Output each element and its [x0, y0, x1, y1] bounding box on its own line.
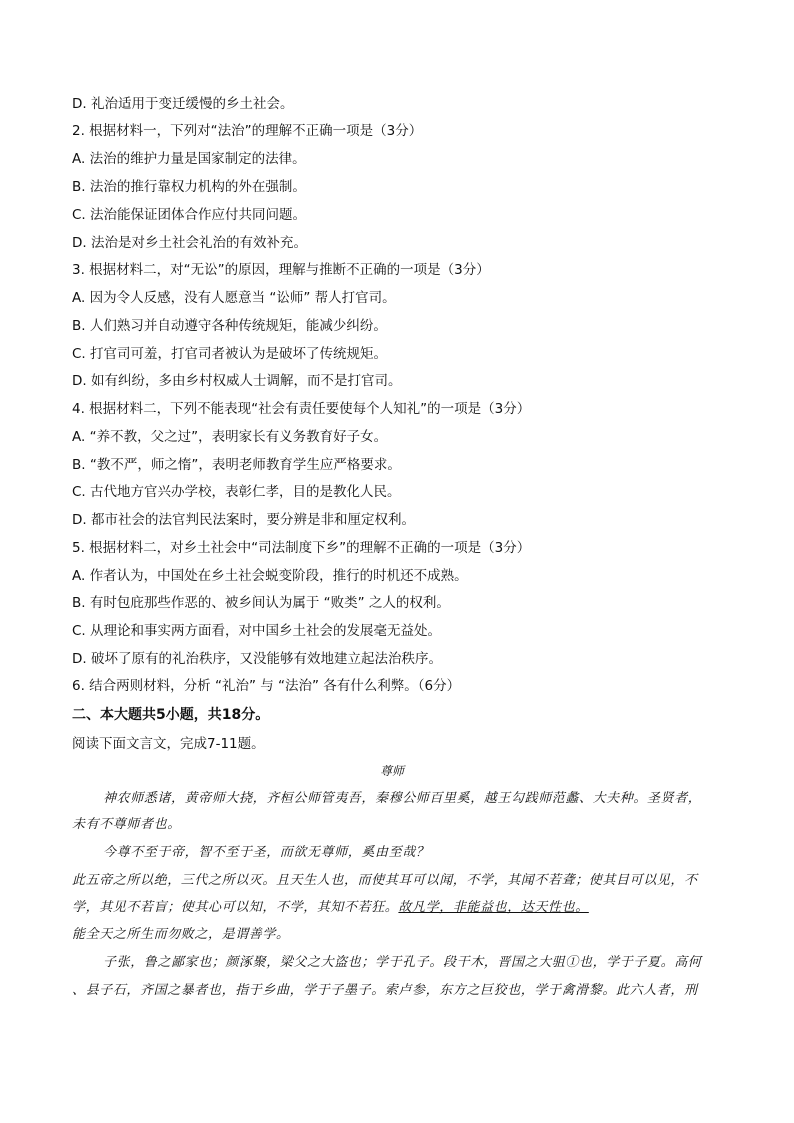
passage-title: 尊师	[380, 764, 405, 778]
option-4b: B. “教不严，师之惰”，表明老师教育学生应严格要求。	[72, 457, 401, 473]
option-5b: B. 有时包庇那些作恶的、被乡间认为属于 “败类” 之人的权利。	[72, 595, 450, 611]
passage-line	[72, 898, 589, 918]
passage-line: 今尊不至于帝，智不至于圣，而欲无尊师，奚由至哉？	[103, 845, 430, 860]
question-3: 3. 根据材料二，对“无讼”的原因，理解与推断不正确的一项是（3分）	[72, 262, 490, 278]
passage-line: 此五帝之所以绝，三代之所以灭。且天生人也，而使其耳可以闻，不学，其闻不若聋；使其目可以见，不	[72, 873, 698, 888]
question-6: 6. 结合两则材料，分析 “礼治” 与 “法治” 各有什么利弊。（6分）	[72, 678, 461, 694]
option-2b: B. 法治的推行靠权力机构的外在强制。	[72, 179, 306, 195]
passage-line: 能全天之所生而勿败之，是谓善学。	[72, 927, 290, 942]
option-3c: C. 打官司可羞，打官司者被认为是破坏了传统规矩。	[72, 346, 388, 362]
option-3b: B. 人们熟习并自动遵守各种传统规矩，能减少纠纷。	[72, 318, 387, 334]
reading-instruction: 阅读下面文言文，完成7-11题。	[72, 736, 265, 752]
passage-line: 未有不尊师者也。	[72, 817, 181, 832]
option-3a: A. 因为令人反感，没有人愿意当 “讼师” 帮人打官司。	[72, 290, 396, 306]
question-2: 2. 根据材料一，下列对“法治”的理解不正确一项是（3分）	[72, 123, 423, 139]
option-5d: D. 破坏了原有的礼治秩序，又没能够有效地建立起法治秩序。	[72, 651, 442, 667]
option-2c: C. 法治能保证团体合作应付共同问题。	[72, 207, 307, 223]
option-5a: A. 作者认为，中国处在乡土社会蜕变阶段，推行的时机还不成熟。	[72, 568, 468, 584]
question-4: 4. 根据材料二，下列不能表现“社会有责任要使每个人知礼”的一项是（3分）	[72, 401, 531, 417]
option-4a: A. “养不教，父之过”，表明家长有义务教育好子女。	[72, 429, 388, 445]
passage-text: 学，其见不若盲；使其心可以知，不学，其知不若狂。	[72, 900, 399, 915]
passage-line: 神农师悉诸，黄帝师大挠，齐桓公师管夷吾，秦穆公师百里奚，越王勾践师范蠡、大夫种。圣贤者，	[103, 791, 702, 806]
option-4d: D. 都市社会的法官判民法案时，要分辨是非和厘定权利。	[72, 512, 415, 528]
question-5: 5. 根据材料二，对乡土社会中“司法制度下乡”的理解不正确的一项是（3分）	[72, 540, 531, 556]
section-heading: 二、本大题共5小题，共18分。	[72, 707, 270, 723]
underlined-sentence: 故凡学，非能益也，达天性也。	[398, 900, 589, 915]
option-3d: D. 如有纠纷，多由乡村权威人士调解，而不是打官司。	[72, 373, 402, 389]
passage-line: 子张，鲁之鄙家也；颜涿聚，梁父之大盗也；学于孔子。段干木，晋国之大驵①也，学于子夏。高何	[103, 955, 702, 970]
option-2a: A. 法治的维护力量是国家制定的法律。	[72, 151, 306, 167]
option-2d: D. 法治是对乡土社会礼治的有效补充。	[72, 235, 307, 251]
option-4c: C. 古代地方官兴办学校，表彰仁孝，目的是教化人民。	[72, 484, 401, 500]
option-1d: D. 礼治适用于变迁缓慢的乡土社会。	[72, 96, 294, 112]
option-5c: C. 从理论和事实两方面看，对中国乡土社会的发展毫无益处。	[72, 623, 442, 639]
passage-line: 、县子石，齐国之暴者也，指于乡曲，学于子墨子。索卢参，东方之巨狡也，学于禽滑黎。此六人者，刑	[72, 983, 698, 998]
